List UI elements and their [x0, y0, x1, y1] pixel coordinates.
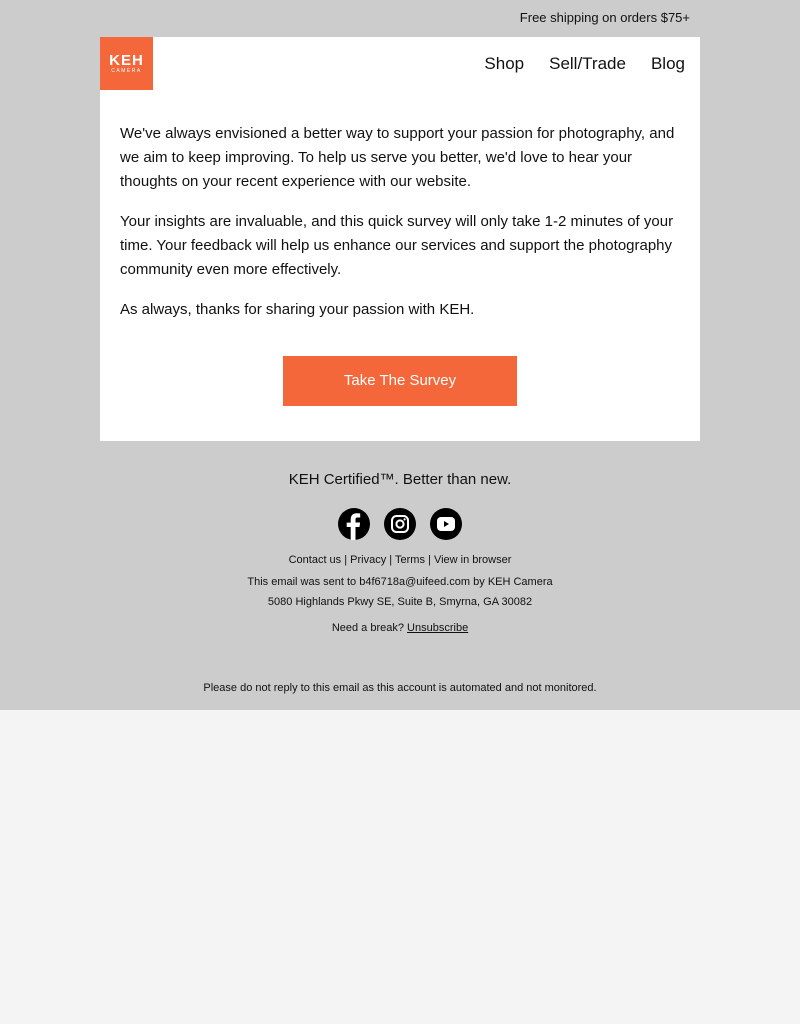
footer-links [0, 554, 800, 566]
nav-sell-trade[interactable]: Sell/Trade [549, 53, 626, 73]
nav [484, 54, 700, 74]
paragraph: Your insights are invaluable, and this quick survey will only take 1-2 minutes of your time. Your feedback will help us enhance our services and support the photography community even more effectively. [120, 213, 674, 278]
email-card [100, 37, 700, 441]
logo-subtext: CAMERA [111, 68, 142, 74]
paragraph: We've always envisioned a better way to support your passion for photography, and we aim to keep improving. To help us serve you better, we'd love to hear your thoughts on your recent experience with our website. [120, 125, 675, 190]
tagline: KEH Certified™. Better than new. [288, 471, 512, 488]
footer [0, 441, 800, 634]
unsubscribe-line [0, 622, 800, 634]
nav-blog[interactable]: Blog [650, 53, 685, 73]
separator: | [389, 554, 393, 566]
privacy-link[interactable]: Privacy [350, 554, 387, 566]
header [100, 37, 700, 90]
unsubscribe-link[interactable]: Unsubscribe [407, 622, 469, 634]
no-reply-notice: Please do not reply to this email as this account is automated and not monitored. [203, 682, 597, 694]
contact-us-link[interactable]: Contact us [288, 554, 342, 566]
separator: | [428, 554, 431, 566]
sent-to-text: This email was sent to b4f6718a@uifeed.com by KEH Camera [247, 576, 553, 588]
terms-link[interactable]: Terms [395, 554, 425, 566]
view-in-browser-link[interactable]: View in browser [433, 554, 512, 566]
nav-shop[interactable]: Shop [484, 53, 525, 73]
message-body [100, 90, 700, 441]
social-links [0, 508, 800, 540]
facebook-icon[interactable] [338, 508, 370, 540]
separator: | [344, 554, 348, 566]
address: 5080 Highlands Pkwy SE, Suite B, Smyrna, GA 30082 [267, 596, 533, 608]
break-text: Need a break? [331, 622, 404, 634]
take-survey-button[interactable]: Take The Survey [283, 356, 517, 406]
paragraph: As always, thanks for sharing your passion with KEH. [120, 301, 475, 318]
logo-text: KEH [109, 52, 144, 69]
keh-logo[interactable] [100, 37, 153, 90]
youtube-icon[interactable] [430, 508, 462, 540]
shipping-banner: Free shipping on orders $75+ [519, 10, 690, 25]
instagram-icon[interactable] [384, 508, 416, 540]
